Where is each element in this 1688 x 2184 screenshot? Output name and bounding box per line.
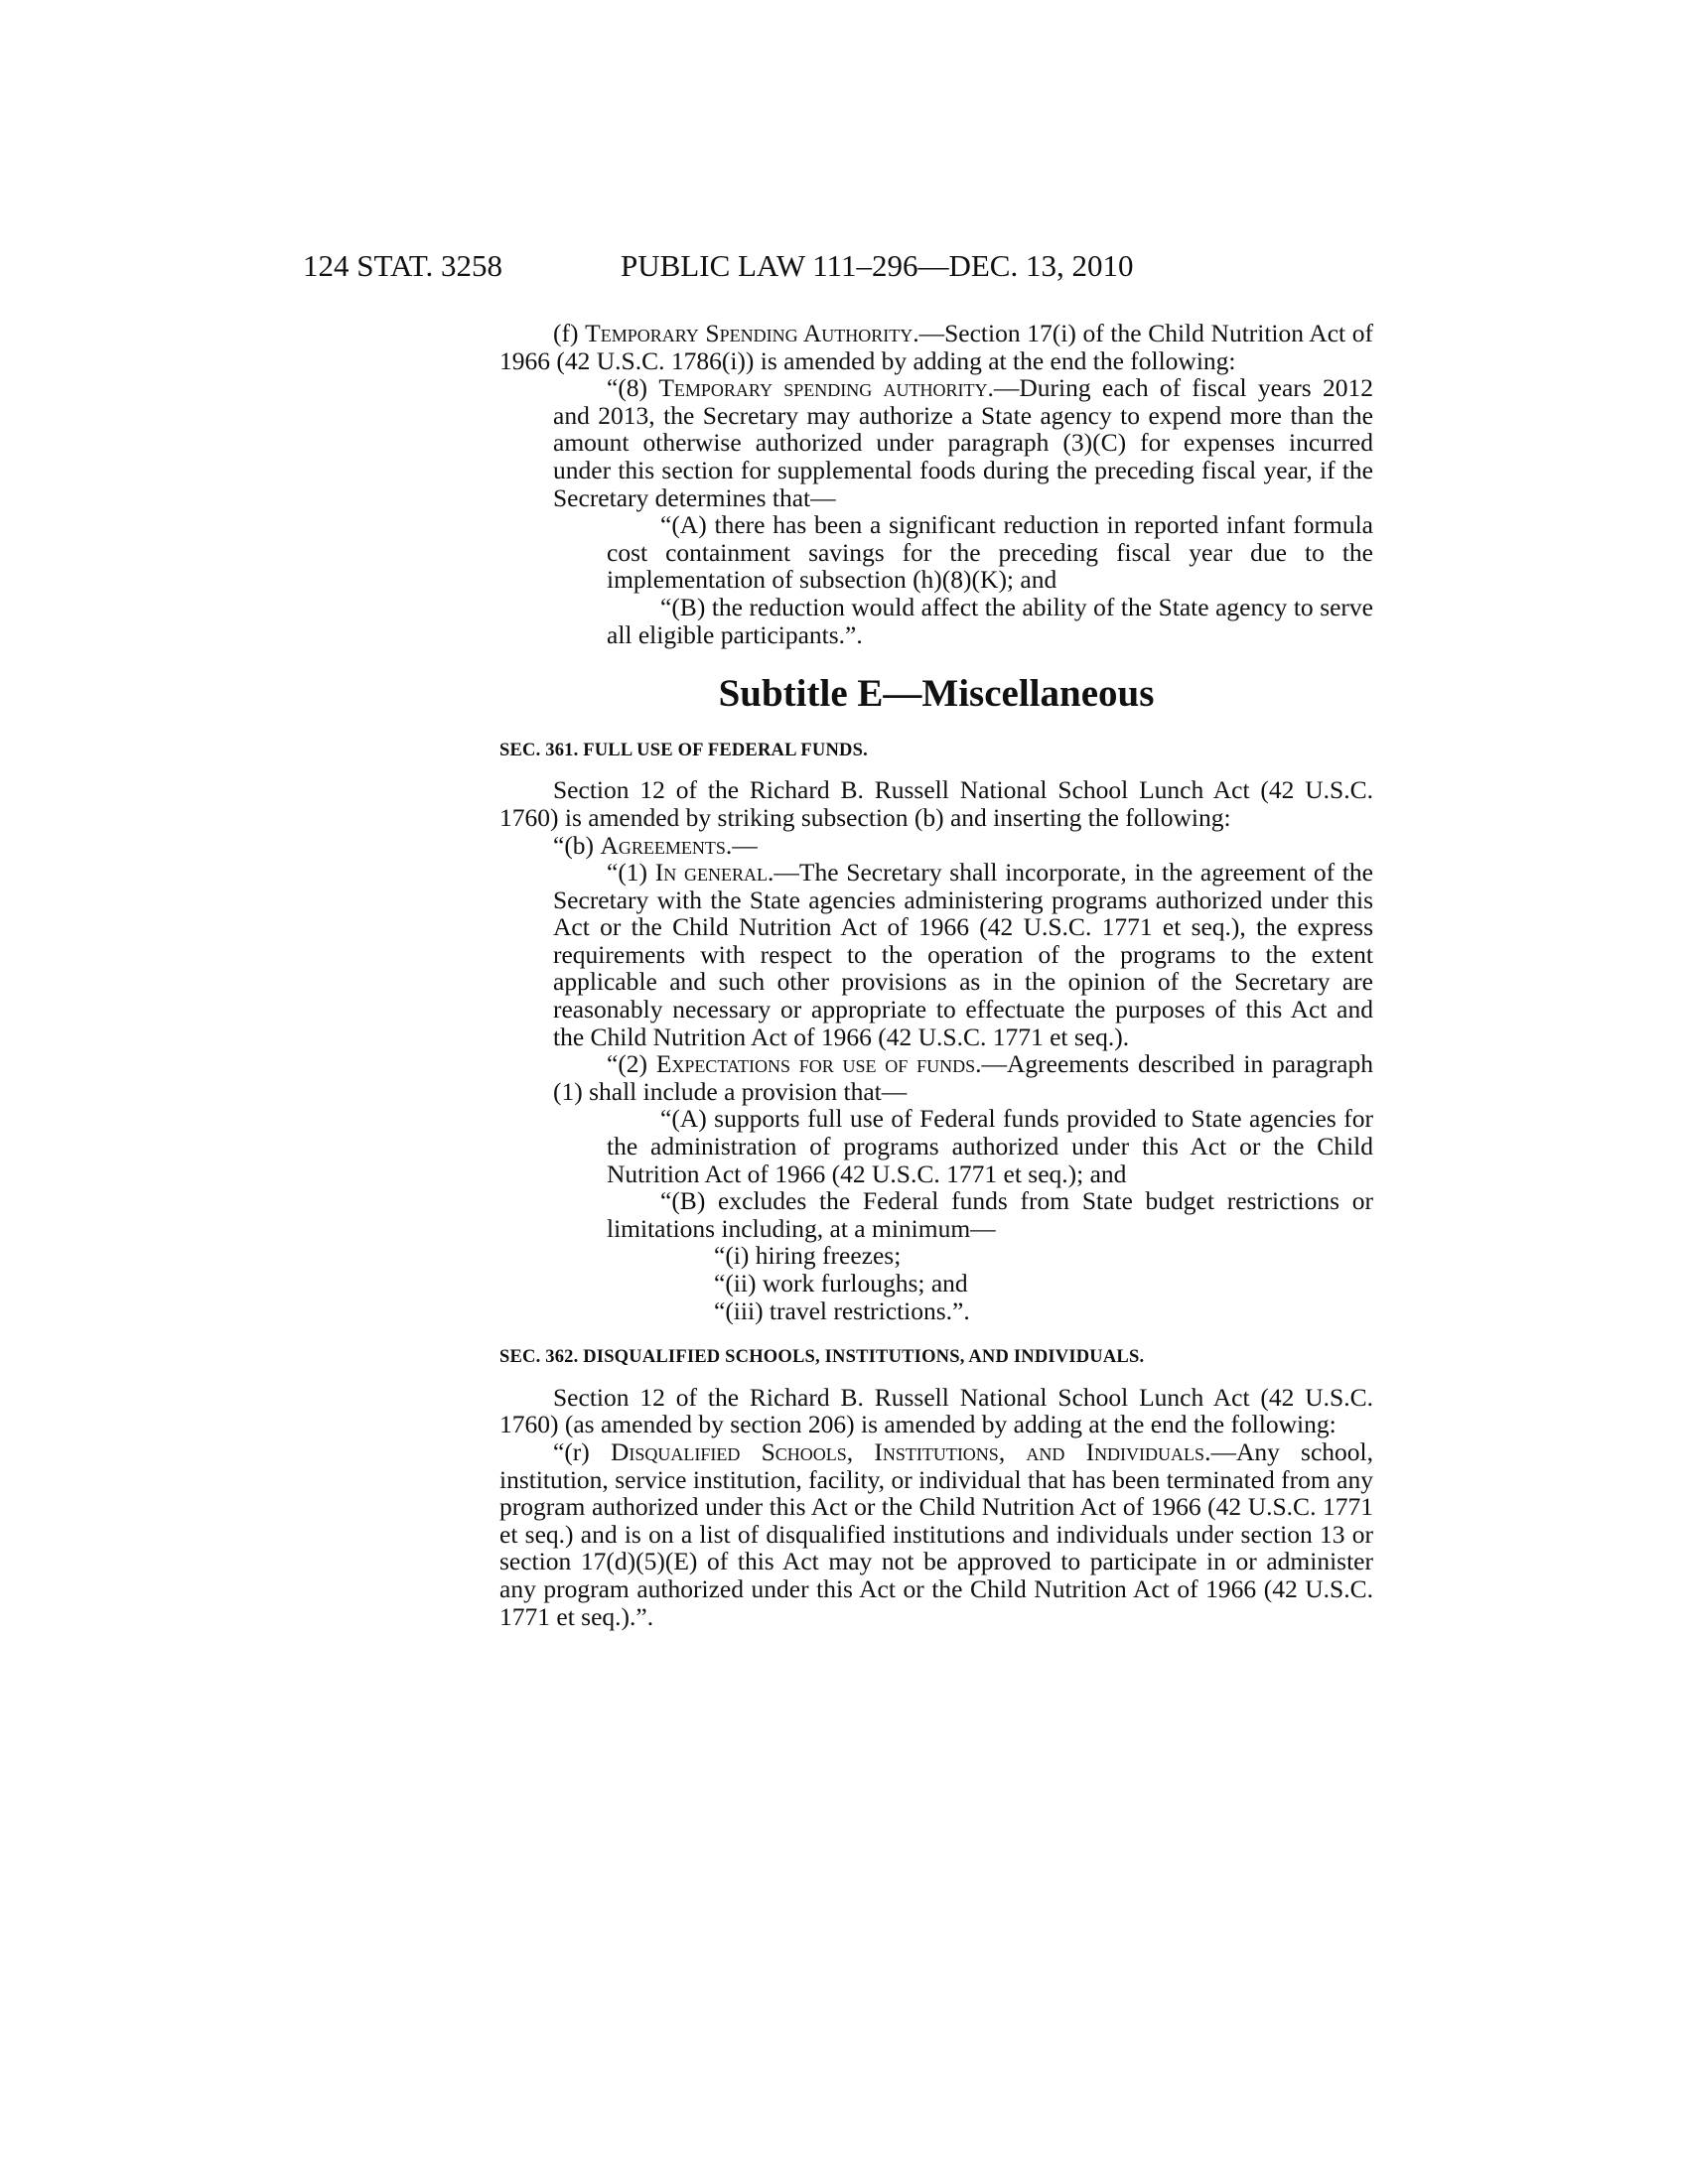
subsection-r-text: .—Any school, institution, service institution, facility, or individual that has been terminated from any program authorized under this Act or the Child Nutrition Act of 1966 (42 U.S.C. 1771 et seq.) and is on a list of disqualified institutions and individuals under section 13 or section 17(d)(5)(E) of this Act may not be approved to participate in or administer any program authorized under this Act or the Child Nutrition Act of 1966 (42 U.S.C. 1771 et seq.).”. (499, 1436, 1373, 1631)
subsection-b (499, 832, 1373, 860)
paragraph-2-b: “(B) excludes the Federal funds from State budget restrictions or limitations including, at a minimum— (607, 1186, 1373, 1243)
clause-iii: “(iii) travel restrictions.”. (714, 1296, 970, 1325)
clause-ii: “(ii) work furloughs; and (714, 1269, 968, 1297)
subsection-r-heading: Disqualified Schools, Institutions, and Individuals (610, 1436, 1205, 1466)
section-f-label: (f) (553, 319, 586, 347)
public-law-title: PUBLIC LAW 111–296—DEC. 13, 2010 (621, 248, 1134, 283)
subtitle-heading: Subtitle E—Miscellaneous (718, 672, 1155, 716)
paragraph-2-heading: Expectations for use of funds (655, 1049, 976, 1079)
paragraph-1 (499, 859, 1373, 1050)
paragraph-1-text: .—The Secretary shall incorporate, in the agreement of the Secretary with the State agencies administering programs authorized under this Act or the Child Nutrition Act of 1966 (42 U.S.C. 1771 et seq.), the express requirements with respect to the operation of the programs to the extent applicable and such other provisions as in the opinion of the Secretary are reasonably necessary or appropriate to effectuate the purposes of this Act and the Child Nutrition Act of 1966 (42 U.S.C. 1771 et seq.). (553, 858, 1373, 1051)
section-362-intro: Section 12 of the Richard B. Russell National School Lunch Act (42 U.S.C. 1760) (as amended by section 206) is amended by adding at the end the following: (499, 1382, 1373, 1439)
paragraph-8 (499, 374, 1373, 511)
section-f-heading: Temporary Spending Authority (585, 319, 914, 347)
subsection-b-label: “(b) (553, 830, 601, 860)
subsection-r-label: “(r) (553, 1436, 611, 1466)
paragraph-2-a: “(A) supports full use of Federal funds provided to State agencies for the administration of programs authorized under this Act or the Child Nutrition Act of 1966 (42 U.S.C. 1771 et seq.); and (607, 1104, 1373, 1188)
clause-i: “(i) hiring freezes; (714, 1241, 902, 1271)
subsection-b-text: .— (725, 830, 758, 860)
paragraph-2 (499, 1050, 1373, 1105)
paragraph-2-label: “(2) (607, 1049, 656, 1079)
section-f-paragraph (499, 320, 1373, 374)
statute-page-number: 124 STAT. 3258 (303, 248, 503, 283)
paragraph-8-b: “(B) the reduction would affect the ability of the State agency to serve all eligible participants.”. (607, 592, 1373, 649)
paragraph-8-heading: Temporary spending authority (658, 373, 988, 403)
subsection-b-heading: Agreements (600, 830, 726, 860)
section-362-heading: SEC. 362. DISQUALIFIED SCHOOLS, INSTITUTIONS, AND INDIVIDUALS. (499, 1347, 1145, 1368)
section-361-heading: SEC. 361. FULL USE OF FEDERAL FUNDS. (499, 740, 868, 760)
page-header (303, 248, 1385, 288)
section-361-intro: Section 12 of the Richard B. Russell National School Lunch Act (42 U.S.C. 1760) is amended by striking subsection (b) and inserting the following: (499, 775, 1373, 832)
section-f-text: .—Section 17(i) of the Child Nutrition Act of 1966 (42 U.S.C. 1786(i)) is amended by adding at the end the following: (499, 319, 1373, 375)
paragraph-8-a: “(A) there has been a significant reduction in reported infant formula cost containment savings for the preceding fiscal year due to the implementation of subsection (h)(8)(K); and (607, 510, 1373, 595)
document-body (499, 320, 1373, 1630)
paragraph-8-label: “(8) (607, 373, 659, 403)
paragraph-1-heading: In general (654, 858, 769, 887)
paragraph-2-text: .—Agreements described in paragraph (1) shall include a provision that— (553, 1049, 1373, 1106)
paragraph-1-label: “(1) (607, 858, 655, 887)
subsection-r (499, 1438, 1373, 1630)
paragraph-8-text: .—During each of fiscal years 2012 and 2013, the Secretary may authorize a State agency to expend more than the amount otherwise authorized under paragraph (3)(C) for expenses incurred under this section for supplemental foods during the preceding fiscal year, if the Secretary determines that— (553, 373, 1373, 512)
